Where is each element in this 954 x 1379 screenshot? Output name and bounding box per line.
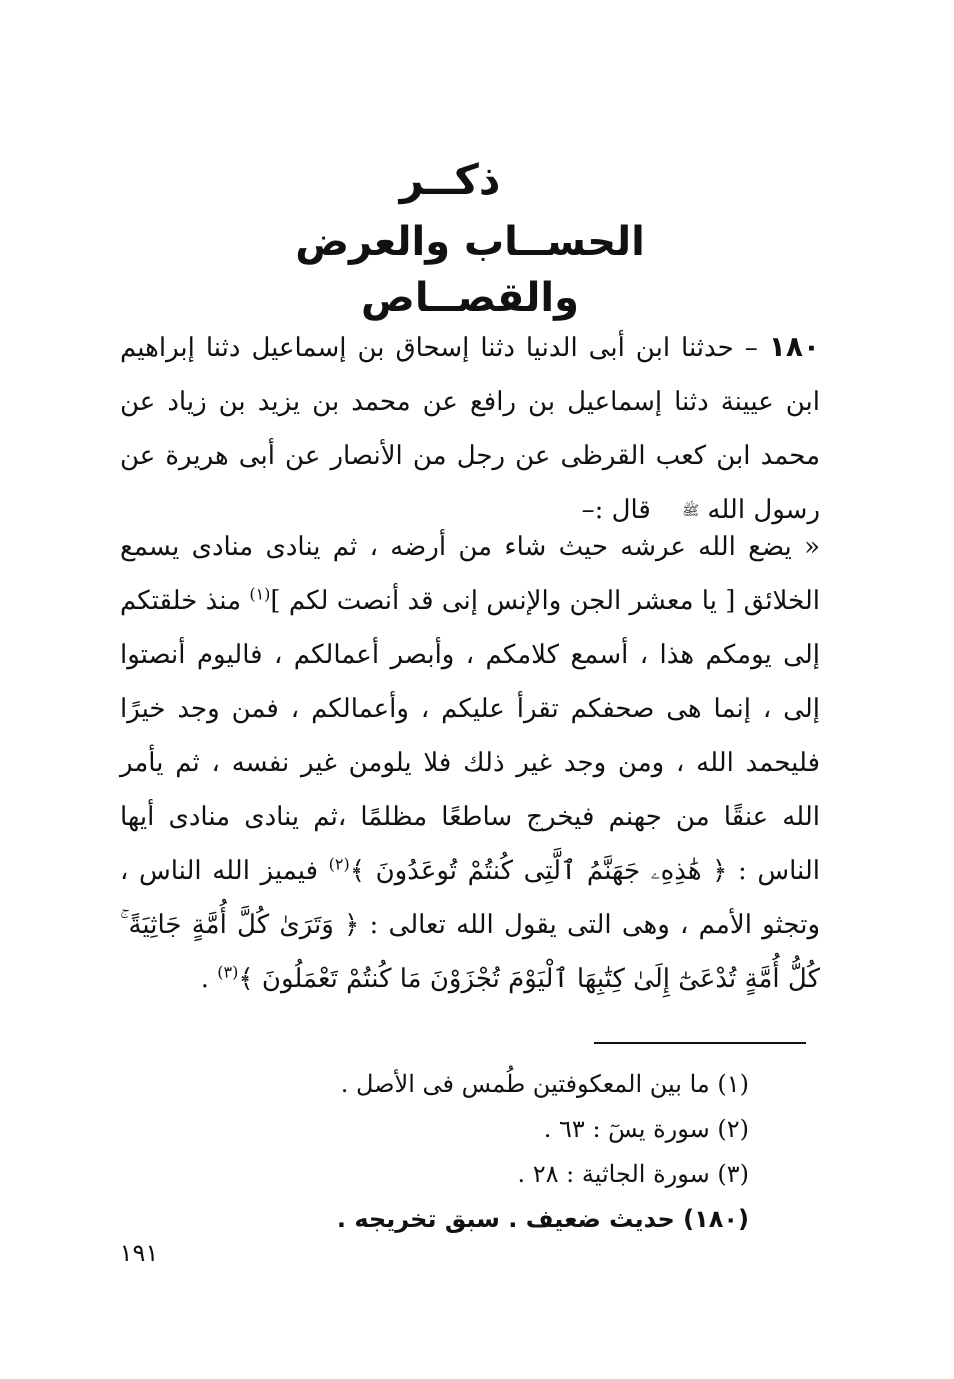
- hadith-number: ١٨٠: [768, 330, 821, 363]
- chapter-heading-line1: ذكــر: [399, 155, 501, 204]
- footnote-ref-2: (٢): [328, 854, 350, 874]
- footnote-ref-3: (٣): [217, 962, 239, 982]
- footnote-ref-1: (١): [249, 584, 271, 604]
- chapter-heading-line2: الحســاب والعرض والقصــاص: [295, 219, 645, 321]
- salutation-glyph: ﷺ: [682, 503, 700, 519]
- matn-text-a: « يضع الله عرشه حيث شاء من أرضه ، ثم ينادى منادى يسمع الخلائق [ يا معشر الجن والإنس إنى قد أنصت لكم ]: [120, 532, 821, 616]
- matn-end: .: [200, 964, 210, 994]
- isnad-end-text: قال :–: [581, 495, 651, 525]
- quran-verse-2: ﴿ وَتَرَىٰ كُلَّ أُمَّةٍ جَاثِيَةً ۚ كُلُّ أُمَّةٍ تُدْعَىٰٓ إِلَىٰ كِتَٰبِهَا ٱلْيَوْمَ تُجْزَوْنَ مَا كُنتُمْ تَعْمَلُونَ ﴾: [120, 910, 820, 994]
- footnote-1: (١) ما بين المعكوفتين طُمس فى الأصل .: [340, 1070, 749, 1098]
- matn-text-b: منذ خلقتكم إلى يومكم هذا ، أسمع كلامكم ، وأبصر أعمالكم ، فاليوم أنصتوا إلى ، إنما هى صحفكم تقرأ عليكم ، وأعمالكم ، فمن وجد خيرًا فليحمد الله ، ومن وجد غير ذلك فلا يلومن غير نفسه ، ثم يأمر الله عنقًا من جهنم فيخرج ساطعًا مظلمًا ،ثم ينادى منادى أيها الناس :: [120, 586, 821, 886]
- hadith-paragraph-isnad: [120, 320, 820, 537]
- hadith-paragraph-matn: [120, 520, 820, 1006]
- footnote-hadith-grade: (١٨٠) حديث ضعيف . سبق تخريجه .: [336, 1205, 749, 1233]
- quran-verse-1: ﴿ هَٰذِهِۦ جَهَنَّمُ ٱلَّتِى كُنتُمْ تُوعَدُونَ ﴾: [349, 856, 728, 886]
- footnote-3: (٣) سورة الجاثية : ٢٨ .: [517, 1160, 749, 1188]
- page-number: ١٩١: [119, 1239, 159, 1267]
- footnote-separator: [594, 1042, 806, 1044]
- isnad-text: – حدثنا ابن أبى الدنيا دثنا إسحاق بن إسماعيل دثنا إبراهيم ابن عيينة دثنا إسماعيل بن رافع عن محمد بن يزيد بن زياد عن محمد ابن كعب القرظى عن رجل من الأنصار عن أبى هريرة عن رسول الله: [120, 333, 820, 525]
- footnote-2: (٢) سورة يسٓ : ٦٣ .: [543, 1115, 749, 1143]
- footnotes: [329, 1062, 749, 1242]
- matn-text-c: فيميز الله الناس ، وتجثو الأمم ، وهى التى يقول الله تعالى :: [120, 856, 820, 940]
